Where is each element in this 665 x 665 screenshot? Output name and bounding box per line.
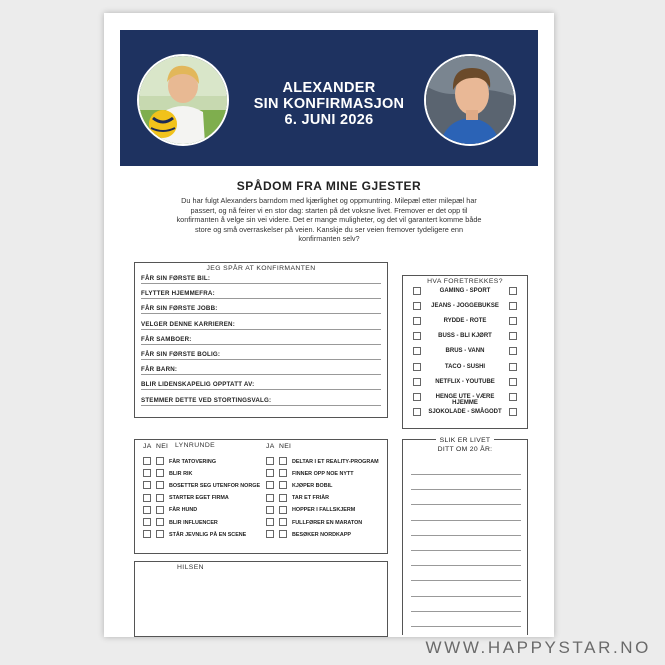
banner-name: ALEXANDER (282, 80, 376, 96)
intro-text: Du har fulgt Alexanders barndom med kjærlighet og oppmuntring. Milepæl etter milepæl har passert, og nå feirer vi en stor dag: starten på det voksne livet. Fremover er det opp til konfirmanten å velge sin vei videre. Det er mange muligheter, og det vil garantert komme både store og små overraskelser på veien. Kanskje du ser veien fremover tydeligere enn konfirmanten selv? (176, 196, 482, 244)
preference-left-checkbox[interactable] (413, 347, 421, 355)
preference-left-checkbox[interactable] (413, 408, 421, 416)
prediction-answer-line[interactable] (141, 298, 381, 299)
banner-title (230, 80, 428, 128)
lynrunde-title: LYNRUNDE (171, 442, 219, 449)
lynrunde-statement: DELTAR I ET REALITY-PROGRAM (292, 458, 379, 465)
lynrunde-nei-checkbox[interactable] (279, 457, 287, 465)
preference-left-checkbox[interactable] (413, 317, 421, 325)
preference-option: RYDDE - ROTE (443, 318, 487, 325)
prediction-answer-line[interactable] (141, 344, 381, 345)
lynrunde-nei-checkbox[interactable] (279, 506, 287, 514)
greeting-box (134, 561, 388, 637)
greeting-title: HILSEN (173, 564, 208, 571)
preference-right-checkbox[interactable] (509, 378, 517, 386)
lynrunde-ja-checkbox[interactable] (266, 457, 274, 465)
preference-right-checkbox[interactable] (509, 393, 517, 401)
lynrunde-statement: FULLFØRER EN MARATON (292, 519, 363, 526)
preference-box (402, 275, 528, 429)
preference-option: BRUS - VANN (445, 348, 485, 355)
preference-left-checkbox[interactable] (413, 287, 421, 295)
preference-right-checkbox[interactable] (509, 287, 517, 295)
life-writing-line[interactable] (411, 550, 521, 551)
prediction-answer-line[interactable] (141, 313, 381, 314)
prediction-box (134, 262, 388, 418)
nei-header-left: NEI (156, 443, 169, 450)
prediction-label: FÅR SIN FØRSTE BIL: (141, 275, 211, 282)
lynrunde-ja-checkbox[interactable] (266, 481, 274, 489)
preference-right-checkbox[interactable] (509, 408, 517, 416)
prediction-label: FLYTTER HJEMMEFRA: (141, 290, 215, 298)
lynrunde-nei-checkbox[interactable] (156, 530, 164, 538)
preference-right-checkbox[interactable] (509, 332, 517, 340)
lynrunde-ja-checkbox[interactable] (143, 494, 151, 502)
prediction-answer-line[interactable] (141, 329, 381, 330)
prediction-answer-line[interactable] (141, 359, 381, 360)
lynrunde-statement: HOPPER I FALLSKJERM (292, 507, 356, 514)
prediction-label: STEMMER DETTE VED STORTINGSVALG: (141, 396, 272, 404)
konfirmasjon-sheet (104, 13, 554, 637)
lynrunde-ja-checkbox[interactable] (143, 481, 151, 489)
prediction-label: FÅR SIN FØRSTE BOLIG: (141, 351, 221, 358)
preference-option: JEANS - JOGGEBUKSE (431, 303, 499, 310)
lynrunde-nei-checkbox[interactable] (156, 457, 164, 465)
preference-left-checkbox[interactable] (413, 393, 421, 401)
preference-option: TACO - SUSHI (444, 363, 486, 370)
header-banner (120, 30, 538, 166)
life-writing-line[interactable] (411, 535, 521, 536)
life-box (402, 439, 528, 635)
life-title-line2: DITT OM 20 ÅR: (437, 446, 493, 453)
ja-header-right: JA (266, 443, 275, 450)
prediction-title: JEG SPÅR AT KONFIRMANTEN (202, 265, 319, 272)
lynrunde-ja-checkbox[interactable] (143, 506, 151, 514)
life-writing-line[interactable] (411, 474, 521, 475)
life-writing-line[interactable] (411, 504, 521, 505)
lynrunde-statement: FINNER OPP NOE NYTT (292, 470, 354, 477)
preference-right-checkbox[interactable] (509, 347, 517, 355)
page-heading: SPÅDOM FRA MINE GJESTER (236, 179, 422, 193)
footer-url: WWW.HAPPYSTAR.NO (425, 638, 651, 657)
lynrunde-statement: TAR ET FRIÅR (292, 495, 330, 502)
lynrunde-nei-checkbox[interactable] (279, 481, 287, 489)
lynrunde-nei-checkbox[interactable] (156, 494, 164, 502)
preference-option: SJOKOLADE - SMÅGODT (428, 408, 502, 415)
banner-subtitle: SIN KONFIRMASJON (253, 96, 405, 112)
prediction-answer-line[interactable] (141, 389, 381, 390)
prediction-label: FÅR BARN: (141, 366, 178, 374)
prediction-label: FÅR SIN FØRSTE JOBB: (141, 305, 218, 313)
preference-left-checkbox[interactable] (413, 363, 421, 371)
preference-right-checkbox[interactable] (509, 363, 517, 371)
prediction-label: VELGER DENNE KARRIEREN: (141, 320, 235, 328)
lynrunde-ja-checkbox[interactable] (143, 530, 151, 538)
lynrunde-nei-checkbox[interactable] (279, 494, 287, 502)
preference-title: HVA FORETREKKES? (423, 278, 507, 285)
lynrunde-nei-checkbox[interactable] (156, 469, 164, 477)
lynrunde-statement: BESØKER NORDKAPP (292, 531, 352, 538)
life-writing-line[interactable] (411, 611, 521, 612)
banner-date: 6. JUNI 2026 (284, 112, 374, 128)
lynrunde-nei-checkbox[interactable] (156, 506, 164, 514)
preference-left-checkbox[interactable] (413, 332, 421, 340)
lynrunde-ja-checkbox[interactable] (143, 518, 151, 526)
lynrunde-statement: BOSETTER SEG UTENFOR NORGE (169, 482, 261, 489)
lynrunde-ja-checkbox[interactable] (266, 494, 274, 502)
lynrunde-statement: STARTER EGET FIRMA (169, 495, 229, 502)
prediction-label: FÅR SAMBOER: (141, 335, 192, 343)
lynrunde-statement: KJØPER BOBIL (292, 482, 333, 489)
lynrunde-statement: BLIR INFLUENCER (169, 519, 218, 526)
lynrunde-statement: FÅR TATOVERING (169, 458, 217, 465)
prediction-answer-line[interactable] (141, 283, 381, 284)
preference-left-checkbox[interactable] (413, 378, 421, 386)
life-writing-line[interactable] (411, 580, 521, 581)
lynrunde-ja-checkbox[interactable] (266, 469, 274, 477)
lynrunde-ja-checkbox[interactable] (266, 518, 274, 526)
preference-option: HENGE UTE - VÆRE HJEMME (435, 393, 495, 406)
lynrunde-nei-checkbox[interactable] (156, 518, 164, 526)
lynrunde-ja-checkbox[interactable] (266, 506, 274, 514)
lynrunde-ja-checkbox[interactable] (143, 469, 151, 477)
lynrunde-statement: FÅR HUND (169, 507, 198, 514)
preference-option: GAMING - SPORT (439, 288, 491, 294)
life-writing-line[interactable] (411, 596, 521, 597)
prediction-label: BLIR LIDENSKAPELIG OPPTATT AV: (141, 381, 255, 389)
preference-right-checkbox[interactable] (509, 302, 517, 310)
child-photo (137, 54, 229, 146)
life-title-line1: SLIK ER LIVET (436, 437, 495, 444)
lynrunde-statement: STÅR JEVNLIG PÅ EN SCENE (169, 531, 247, 538)
lynrunde-nei-checkbox[interactable] (279, 469, 287, 477)
lynrunde-nei-checkbox[interactable] (279, 530, 287, 538)
life-writing-line[interactable] (411, 626, 521, 627)
prediction-answer-line[interactable] (141, 374, 381, 375)
preference-option: BUSS - BLI KJØRT (438, 333, 492, 340)
lynrunde-nei-checkbox[interactable] (279, 518, 287, 526)
ja-header-left: JA (143, 443, 152, 450)
lynrunde-box (134, 439, 388, 554)
lynrunde-statement: BLIR RIK (169, 470, 193, 477)
life-writing-line[interactable] (411, 520, 521, 521)
prediction-answer-line[interactable] (141, 405, 381, 406)
nei-header-right: NEI (279, 443, 292, 450)
lynrunde-ja-checkbox[interactable] (143, 457, 151, 465)
lynrunde-nei-checkbox[interactable] (156, 481, 164, 489)
teen-photo (424, 54, 516, 146)
life-writing-line[interactable] (411, 565, 521, 566)
preference-left-checkbox[interactable] (413, 302, 421, 310)
preference-option: NETFLIX - YOUTUBE (435, 378, 495, 385)
life-writing-line[interactable] (411, 489, 521, 490)
lynrunde-ja-checkbox[interactable] (266, 530, 274, 538)
preference-right-checkbox[interactable] (509, 317, 517, 325)
